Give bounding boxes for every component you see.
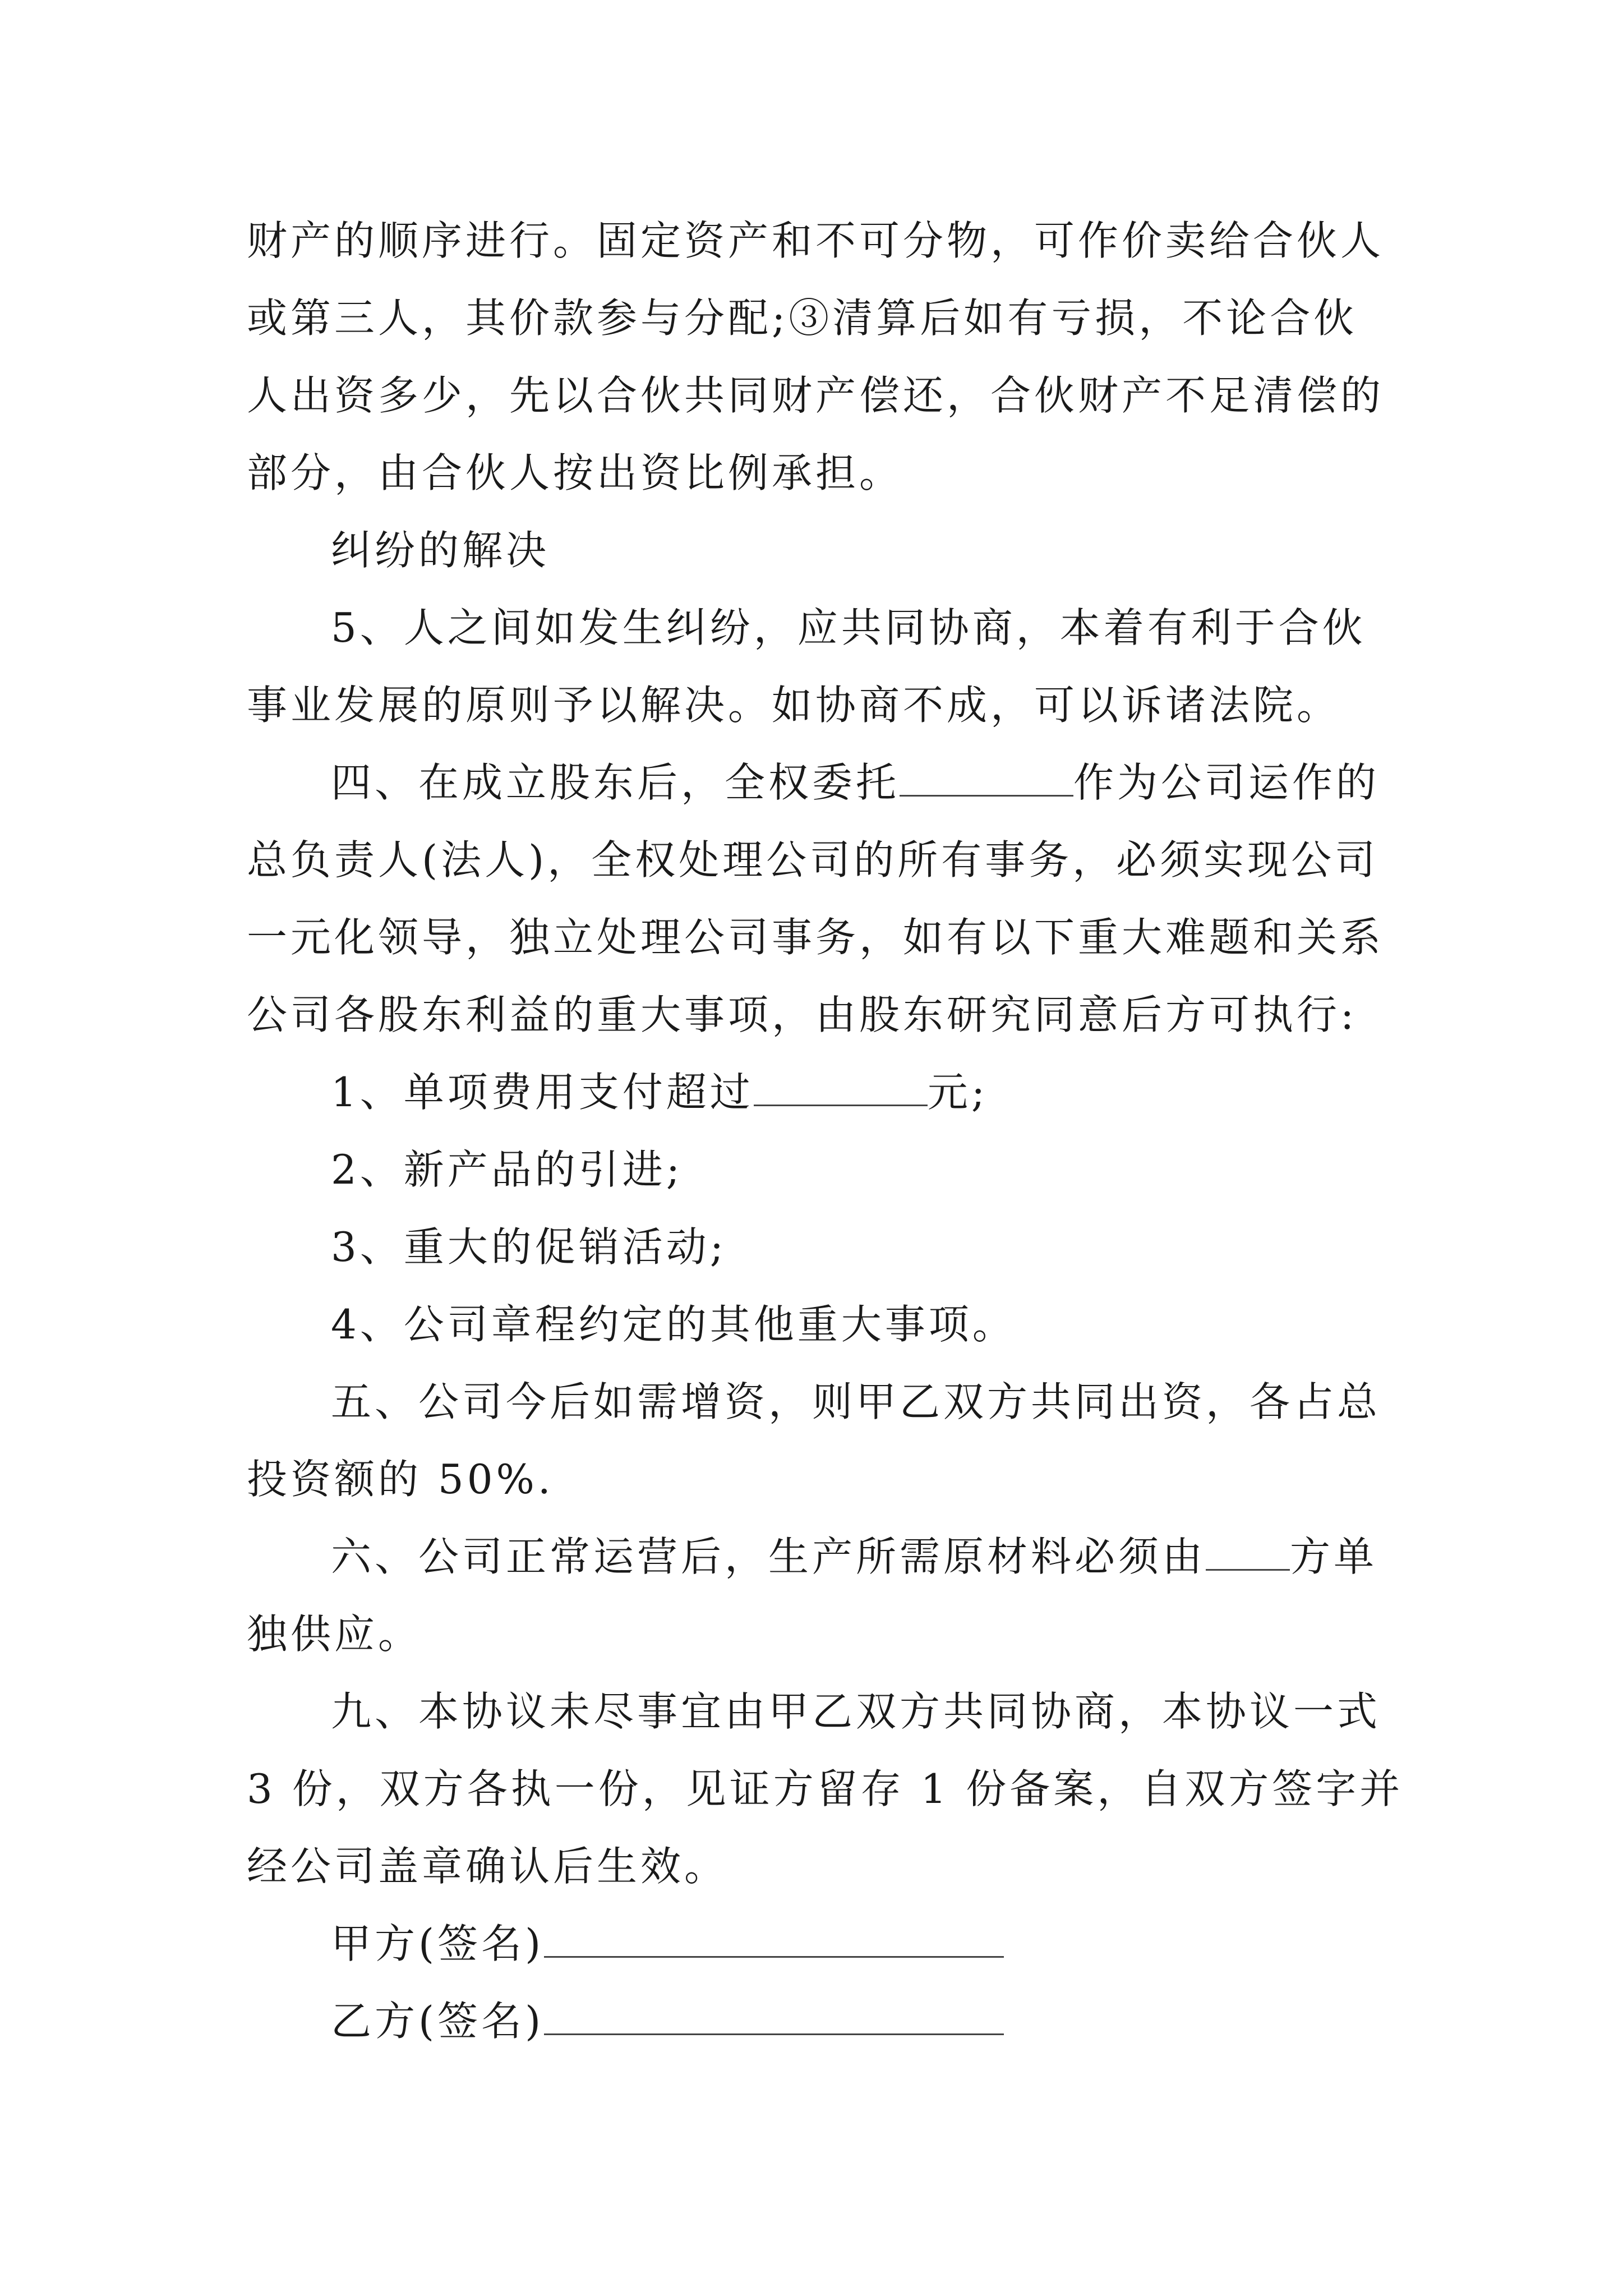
paragraph-line: 人出资多少，先以合伙共同财产偿还，合伙财产不足清偿的 [247,372,1385,419]
signature-label: 甲方(签名) [331,1920,545,1967]
signature-label: 乙方(签名) [331,1998,545,2045]
paragraph-line: 经公司盖章确认后生效。 [247,1843,728,1890]
signature-line-party-b [247,1982,1396,2060]
text-segment: 四、在成立股东后，全权委托 [331,759,900,806]
paragraph-line: 公司各股东利益的重大事项，由股东研究同意后方可执行: [247,991,1358,1038]
paragraph-line: 五、公司今后如需增资，则甲乙双方共同出资，各占总 [331,1378,1381,1425]
list-item [247,1053,1396,1131]
paragraph-line: 财产的顺序进行。固定资产和不可分物，可作价卖给合伙人 [247,217,1385,264]
paragraph-line: 一元化领导，独立处理公司事务，如有以下重大难题和关系 [247,914,1385,961]
text-segment: 1、单项费用支付超过 [331,1069,754,1116]
list-item: 3、重大的促销活动; [331,1223,727,1271]
fill-in-blank [1206,1535,1290,1571]
document-body [247,202,1404,2060]
fill-in-blank [900,761,1073,797]
section-heading: 纠纷的解决 [331,527,550,574]
list-item: 2、新产品的引进; [331,1146,684,1193]
paragraph-line [247,744,1396,821]
paragraph-line: 独供应。 [247,1611,422,1658]
text-segment: 六、公司正常运营后，生产所需原材料必须由 [331,1533,1206,1580]
paragraph-line: 部分，由合伙人按出资比例承担。 [247,449,903,496]
fill-in-blank [754,1071,928,1106]
paragraph-line: 事业发展的原则予以解决。如协商不成，可以诉诸法院。 [247,682,1341,729]
paragraph-line: 或第三人，其价款参与分配;③清算后如有亏损，不论合伙 [247,295,1358,342]
text-segment: 作为公司运作的 [1073,759,1380,806]
signature-blank [544,2000,1004,2035]
text-segment: 元; [927,1069,989,1116]
signature-blank [544,1922,1004,1958]
signature-line-party-a [247,1905,1396,1982]
paragraph-line: 5、人之间如发生纠纷，应共同协商，本着有利于合伙 [331,604,1366,651]
paragraph-line: 投资额的 50%. [247,1456,554,1503]
paragraph-line: 九、本协议未尽事宜由甲乙双方共同协商，本协议一式 [331,1688,1381,1735]
text-segment: 方单 [1290,1533,1378,1580]
paragraph-line [247,1518,1396,1595]
paragraph-line: 总负责人(法人)，全权处理公司的所有事务，必须实现公司 [247,836,1379,884]
list-item: 4、公司章程约定的其他重大事项。 [331,1301,1016,1348]
paragraph-line: 3 份，双方各执一份，见证方留存 1 份备案，自双方签字并 [247,1765,1404,1812]
